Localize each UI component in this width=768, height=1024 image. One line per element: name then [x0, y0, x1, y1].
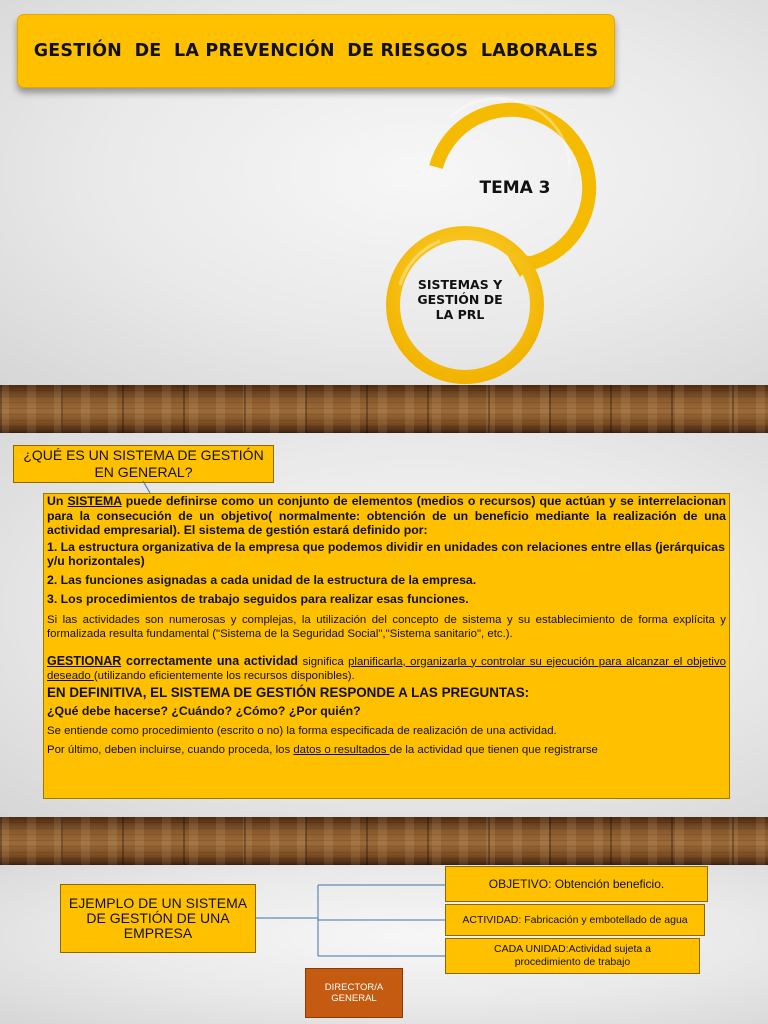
- slide-1: [0, 0, 768, 385]
- sistemas-label: [396, 277, 524, 322]
- slide-title: GESTIÓN DE LA PREVENCIÓN DE RIESGOS LABORALES: [33, 41, 599, 61]
- item-2: 2. Las funciones asignadas a cada unidad de la estructura de la empresa.: [47, 572, 477, 587]
- director-line-1: DIRECTOR/A: [324, 982, 384, 993]
- unidad-line-1: CADA UNIDAD:Actividad sujeta a: [494, 943, 651, 955]
- question-text: ¿QUÉ ES UN SISTEMA DE GESTIÓN EN GENERAL?: [23, 447, 264, 480]
- objetivo-box: [445, 866, 708, 902]
- para-ultimo: Por último, deben incluirse, cuando proceda, los datos o resultados de la actividad que tienen que registrarse: [47, 743, 598, 756]
- director-general-box: [305, 968, 403, 1018]
- ejemplo-box: [60, 884, 256, 953]
- wood-floor-strip-2: [0, 817, 768, 865]
- para-gestionar: GESTIONAR correctamente una actividad significa planificarla, organizarla y controlar su ejecución para alcanzar el objetivo deseado (utilizando eficientemente los recursos disponibles).: [47, 653, 726, 682]
- item-3: 3. Los procedimientos de trabajo seguidos para realizar esas funciones.: [47, 592, 469, 606]
- definition-box: [43, 493, 730, 799]
- question-box: [13, 445, 274, 483]
- wood-floor-strip-1: [0, 385, 768, 433]
- ejemplo-text: EJEMPLO DE UN SISTEMA DE GESTIÓN DE UNA EMPRESA: [68, 895, 248, 941]
- cycle-diagram: [370, 105, 600, 390]
- tema-label: TEMA 3: [479, 178, 551, 198]
- para-procedimiento: Se entiende como procedimiento (escrito o no) la forma especificada de realización de una actividad.: [47, 724, 557, 737]
- preguntas: ¿Qué debe hacerse? ¿Cuándo? ¿Cómo? ¿Por quién?: [47, 704, 361, 718]
- unidad-box: [445, 938, 700, 974]
- director-line-2: GENERAL: [331, 993, 377, 1004]
- sistemas-line-1: SISTEMAS Y: [417, 277, 503, 292]
- sistemas-line-3: LA PRL: [435, 307, 485, 322]
- actividad-box: [445, 904, 705, 936]
- objetivo-text: OBJETIVO: Obtención beneficio.: [488, 877, 665, 891]
- para-actividades: Si las actividades son numerosas y complejas, la utilización del concepto de sistema y su establecimiento de forma explícita y formalizada resulta fundamental ("Sistema de la Seguridad Social","Sistema sanitario", etc.).: [47, 613, 726, 640]
- para-sistema: Un SISTEMA puede definirse como un conjunto de elementos (medios o recursos) que actúan y se interrelacionan para la consecución de un objetivo( normalmente: obtención de un beneficio mediante la realización de una actividad empresarial). El sistema de gestión estará definido por:: [47, 494, 726, 537]
- definitiva-heading: EN DEFINITIVA, EL SISTEMA DE GESTIÓN RESPONDE A LAS PREGUNTAS:: [47, 684, 530, 700]
- unidad-line-2: procedimiento de trabajo: [514, 956, 631, 968]
- actividad-text: ACTIVIDAD: Fabricación y embotellado de agua: [462, 914, 688, 926]
- sistema-term: SISTEMA: [67, 494, 122, 508]
- gestionar-term: GESTIONAR: [47, 653, 122, 668]
- slide-title-box: [17, 14, 615, 88]
- item-1: 1. La estructura organizativa de la empresa que podemos dividir en unidades con relaciones entre ellas (jerárquicas y/u horizontales): [47, 539, 725, 568]
- sistemas-line-2: GESTIÓN DE: [417, 292, 503, 307]
